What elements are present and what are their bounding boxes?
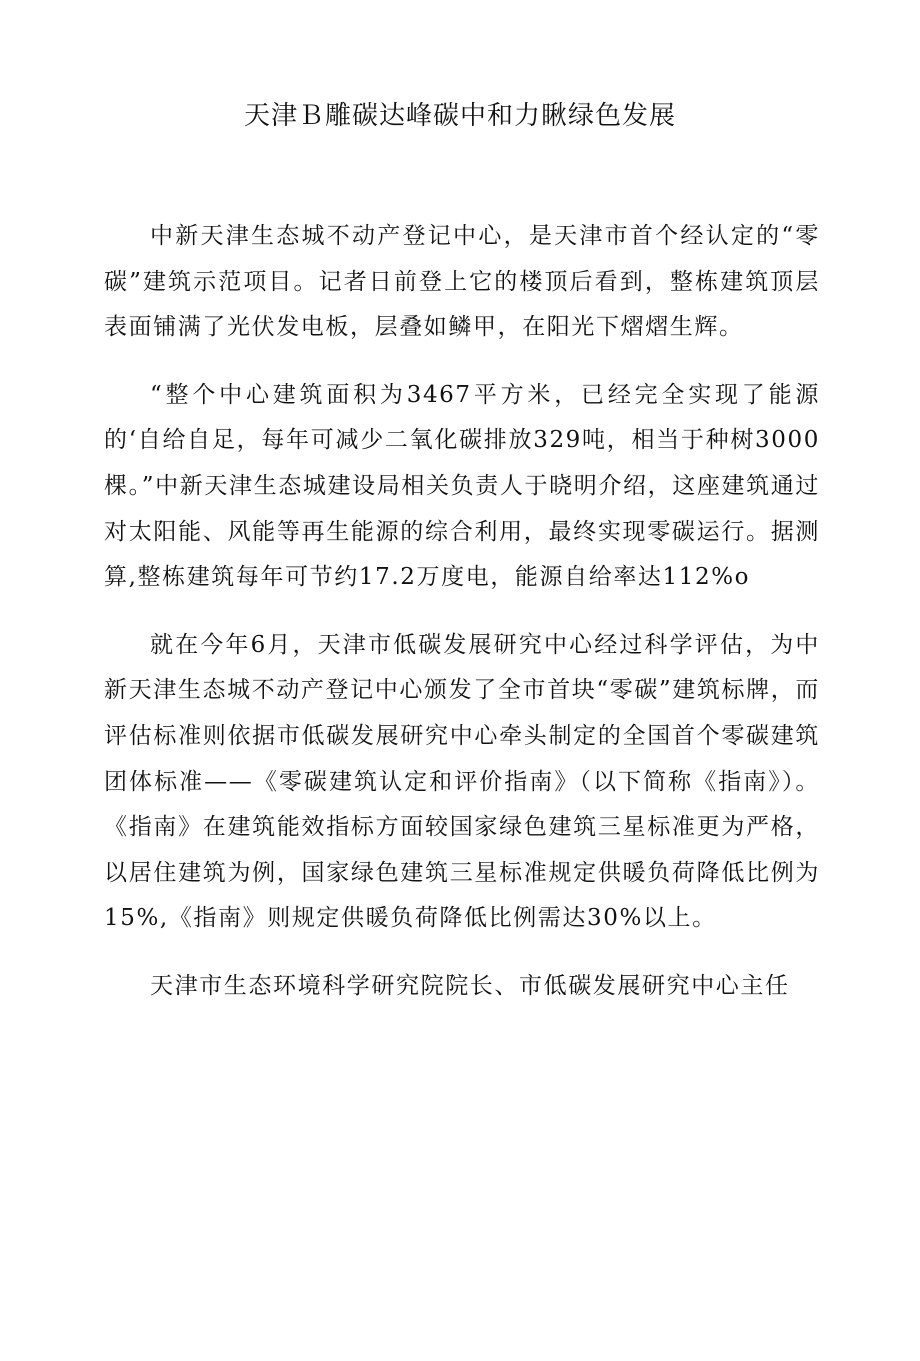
document-title: 天津Ｂ雕碳达峰碳中和力瞅绿色发展 — [243, 101, 676, 131]
paragraph-4: 天津市生态环境科学研究院院长、市低碳发展研究中心主任 — [150, 972, 790, 999]
paragraph-1: 中新天津生态城不动产登记中心，是天津市首个经认定的“零碳”建筑示范项目。记者日前登上它的楼顶后看到，整栋建筑顶层表面铺满了光伏发电板，层叠如鳞甲，在阳光下熠熠生辉。 — [104, 223, 820, 341]
paragraph-2: “整个中心建筑面积为3467平方米，已经完全实现了能源的‘自给自足，每年可减少二氧化碳排放329吨，相当于种树3000棵。”中新天津生态城建设局相关负责人于晓明介绍，这座建筑通过对太阳能、风能等再生能源的综合利用，最终实现零碳运行。据测算,整栋建筑每年可节约17.2万度电，能源自给率达112%o — [104, 381, 820, 591]
paragraph-3: 就在今年6月，天津市低碳发展研究中心经过科学评估，为中新天津生态城不动产登记中心颁发了全市首块“零碳”建筑标牌，而评估标准则依据市低碳发展研究中心牵头制定的全国首个零碳建筑团体标准——《零碳建筑认定和评价指南》（以下简称《指南》）。《指南》在建筑能效指标方面较国家绿色建筑三星标准更为严格，以居住建筑为例，国家绿色建筑三星标准规定供暖负荷降低比例为15%,《指南》则规定供暖负荷降低比例需达30%以上。 — [104, 631, 820, 932]
document-body — [104, 214, 820, 1032]
